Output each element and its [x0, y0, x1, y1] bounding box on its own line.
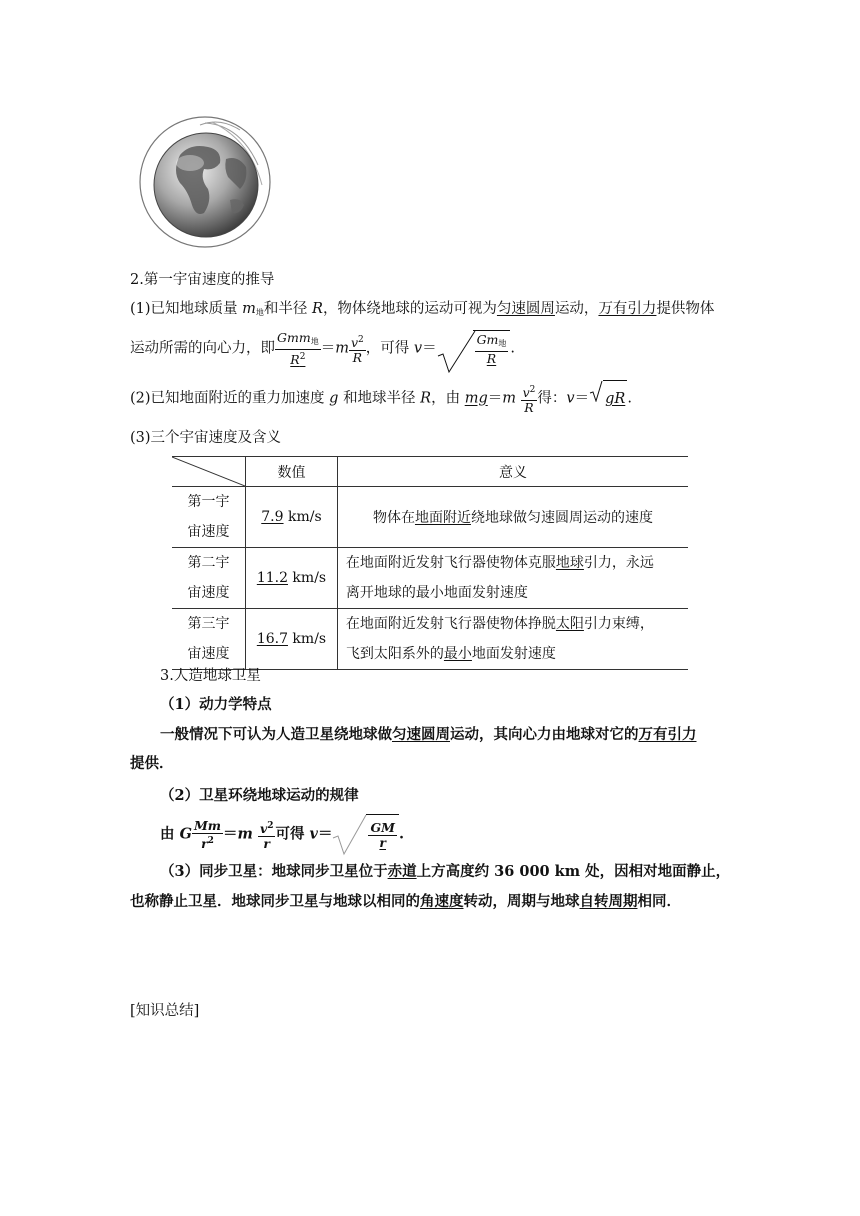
header-meaning: 意义	[337, 457, 688, 487]
section3-p1-line1: 一般情况下可认为人造卫星绕地球做匀速圆周运动，其向心力由地球对它的万有引力	[160, 726, 697, 743]
row-value: 7.9 km/s	[246, 487, 338, 548]
section3-p3-line1: （3）同步卫星：地球同步卫星位于赤道上方高度约 36 000 km 处，因相对地面静止，	[160, 863, 731, 880]
section2-p2: (2)已知地面附近的重力加速度 g 和地球半径 R，由 mg＝m $\frac{v^2}{R}$ 得：v＝ gR .	[130, 380, 632, 417]
section2-p3: (3)三个宇宙速度及含义	[130, 430, 282, 446]
cosmic-velocity-table	[172, 456, 688, 670]
table-row	[172, 548, 688, 609]
row-value: 11.2 km/s	[246, 548, 338, 609]
earth-globe-figure	[130, 105, 280, 255]
section3-p1-line2: 提供．	[130, 755, 174, 772]
header-value: 数值	[246, 457, 338, 487]
knowledge-summary-label: [知识总结]	[130, 1003, 200, 1019]
row-meaning: 物体在地面附近绕地球做匀速圆周运动的速度	[337, 487, 688, 548]
v2-over-r-fraction-2: $\frac{v^2}{R}$	[522, 384, 536, 415]
row-name: 第一宇 宙速度	[172, 487, 246, 548]
gmm-over-r2-fraction: $\frac{Gmm_地}{R^2}$	[277, 329, 319, 367]
mm-over-r2-fraction: $\frac{Mm}{r^2}$	[193, 817, 222, 851]
sqrt-gm-over-r-2: $\frac{GM}{r}$	[332, 814, 399, 855]
section3-h2: （2）卫星环绕地球运动的规律	[160, 787, 359, 804]
v2-over-r-fraction-3: $\frac{v^2}{r}$	[259, 820, 274, 851]
table-row	[172, 487, 688, 548]
sqrt-gm-over-r: $\frac{Gm_地}{R}$	[437, 330, 511, 367]
row-meaning: 在地面附近发射飞行器使物体挣脱太阳引力束缚， 飞到太阳系外的最小地面发射速度	[337, 609, 688, 670]
row-value: 16.7 km/s	[246, 609, 338, 670]
v2-over-r-fraction: $\frac{v^2}{R}$	[350, 334, 364, 365]
section2-title: 2.第一宇宙速度的推导	[130, 272, 275, 288]
section3-h1: （1）动力学特点	[160, 696, 272, 713]
row-name: 第三宇 宙速度	[172, 609, 246, 670]
section3-title: 3.人造地球卫星	[160, 668, 261, 684]
sqrt-gr: gR	[589, 380, 627, 417]
row-name: 第二宇 宙速度	[172, 548, 246, 609]
table-row	[172, 609, 688, 670]
section3-p2: 由 G $\frac{Mm}{r^2}$ ＝m $\frac{v^2}{r}$ 可得 v＝ $\frac{GM}{r}$ .	[160, 814, 404, 855]
section2-p1-line2: 运动所需的向心力，即 $\frac{Gmm_地}{R^2}$ ＝m $\frac{v^2}{R}$ ，可得 v＝ $\frac{Gm_地}{R}$ .	[130, 330, 515, 367]
section3-p3-line2: 也称静止卫星．地球同步卫星与地球以相同的角速度转动，周期与地球自转周期相同．	[130, 893, 681, 910]
section2-p1-line1: (1)已知地球质量 $m_地$和半径 R，物体绕地球的运动可视为匀速圆周运动，万有引力提供物体	[130, 301, 715, 317]
row-meaning: 在地面附近发射飞行器使物体克服地球引力，永远 离开地球的最小地面发射速度	[337, 548, 688, 609]
table-corner-cell	[172, 457, 246, 487]
